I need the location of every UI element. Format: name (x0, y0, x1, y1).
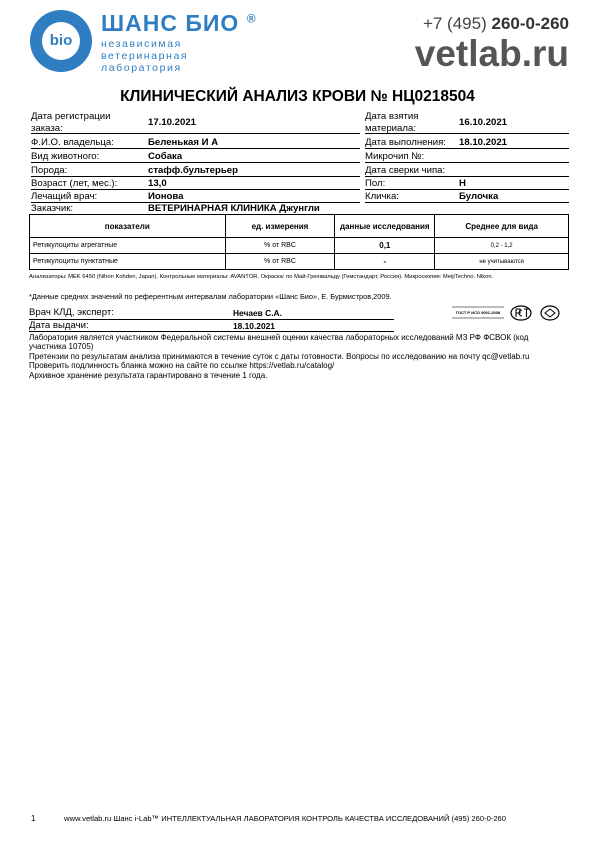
logo-bio-text: bio (42, 22, 80, 60)
document-title: КЛИНИЧЕСКИЙ АНАЛИЗ КРОВИ № НЦ0218504 (120, 88, 475, 105)
sample-date-label: Дата взятия материала: (365, 111, 419, 134)
expert-value: Нечаев С.А. (233, 308, 282, 318)
chip-check-label: Дата сверки чипа: (365, 165, 446, 176)
cell-value: 0,1 (335, 238, 435, 254)
table-row (30, 238, 569, 254)
done-date-value: 18.10.2021 (459, 137, 508, 148)
bottom-footer: www.vetlab.ru Шанс i-Lab™ ИНТЕЛЛЕКТУАЛЬНАЯ ЛАБОРАТОРИЯ КОНТРОЛЬ КАЧЕСТВА ИССЛЕДОВАНИЙ (495) 260-0-260 (64, 814, 507, 823)
sex-label: Пол: (365, 178, 386, 189)
reg-date-value: 17.10.2021 (148, 117, 197, 128)
table-row (30, 254, 569, 270)
issue-date-label: Дата выдачи: (29, 320, 89, 331)
table-header-row (30, 215, 569, 238)
sample-date-value: 16.10.2021 (459, 117, 508, 128)
breed-value: стафф.бультерьер (148, 165, 238, 176)
cell-param: Ретикулоциты агрегатные (30, 238, 226, 254)
cell-value: - (335, 254, 435, 270)
brand-sub-2: ветеринарная (101, 50, 189, 62)
analyzers-note: Анализаторы: MEK 6450 (Nihon Kohden, Japan). Контрольные материалы: AVANTOR. Окраска: по Май-Грюнвальду (Гемстандарт, Россия). Микроскопия: MeijiTechno. Nikon. (29, 274, 494, 280)
col-header-unit: ед. измерения (225, 215, 335, 238)
brand-name: ШАНС БИО ® (101, 10, 257, 36)
cell-reference: не учитываются (435, 254, 569, 270)
col-header-param: показатели (30, 215, 226, 238)
col-header-value: данные исследования (335, 215, 435, 238)
header-site: vetlab.ru (414, 33, 569, 74)
col-header-reference: Среднее для вида (435, 215, 569, 238)
age-value: 13,0 (148, 178, 167, 189)
expert-label: Врач КЛД, эксперт: (29, 307, 114, 318)
certificate-mark: ГОСТ Р ИСО 9001-2008 (452, 306, 504, 319)
issue-date-value: 18.10.2021 (233, 321, 275, 331)
sex-value: Н (459, 178, 466, 189)
cell-unit: % от RBC (225, 254, 335, 270)
species-value: Собака (148, 151, 183, 162)
cell-unit: % от RBC (225, 238, 335, 254)
logo-circle (30, 10, 92, 72)
cell-param: Ретикулоциты пунктатные (30, 254, 226, 270)
header-phone: +7 (495) 260-0-260 (422, 14, 569, 33)
nickname-label: Кличка: (365, 191, 399, 202)
reg-date-label: Дата регистрации заказа: (31, 111, 111, 134)
doctor-treating-value: Ионова (148, 191, 184, 202)
breed-label: Порода: (31, 165, 68, 176)
brand-sub-1: независимая (101, 38, 182, 50)
cell-reference: 0,2 - 1,2 (435, 238, 569, 254)
page-number: 1 (31, 814, 36, 823)
species-label: Вид животного: (31, 151, 100, 162)
age-label: Возраст (лет, мес.): (31, 178, 118, 189)
nickname-value: Булочка (459, 191, 499, 202)
done-date-label: Дата выполнения: (365, 137, 446, 148)
owner-value: Беленькая И А (148, 137, 219, 148)
reference-note: *Данные средних значений по референтным интервалам лаборатории «Шанс Био», Е. Бурмистров,2009. (29, 292, 392, 301)
customer-label: Заказчик: (31, 203, 74, 214)
quality-mark-icon (540, 305, 560, 321)
chip-label: Микрочип №: (365, 151, 425, 162)
customer-value: ВЕТЕРИНАРНАЯ КЛИНИКА Джунгли (148, 203, 320, 214)
brand-sub-3: лаборатория (101, 62, 182, 74)
pct-mark-icon (510, 305, 532, 321)
results-table (29, 214, 569, 270)
footer-notes: Лаборатория является участником Федеральной системы внешней оценки качества лабораторных исследований МЗ РФ ФСВОК (код участника 10705) Претензии по результатам анализа принимаются в течение суток с даты готовности. Вопросы по исследованию на почту qc@vetlab.ru Проверить подлинность бланка можно на сайте по ссылке https://vetlab.ru/catalog/ Архивное хранение результата гарантировано в течение 1 года. (29, 333, 530, 380)
doctor-treating-label: Лечащий врач: (31, 191, 98, 202)
owner-label: Ф.И.О. владельца: (31, 137, 114, 148)
